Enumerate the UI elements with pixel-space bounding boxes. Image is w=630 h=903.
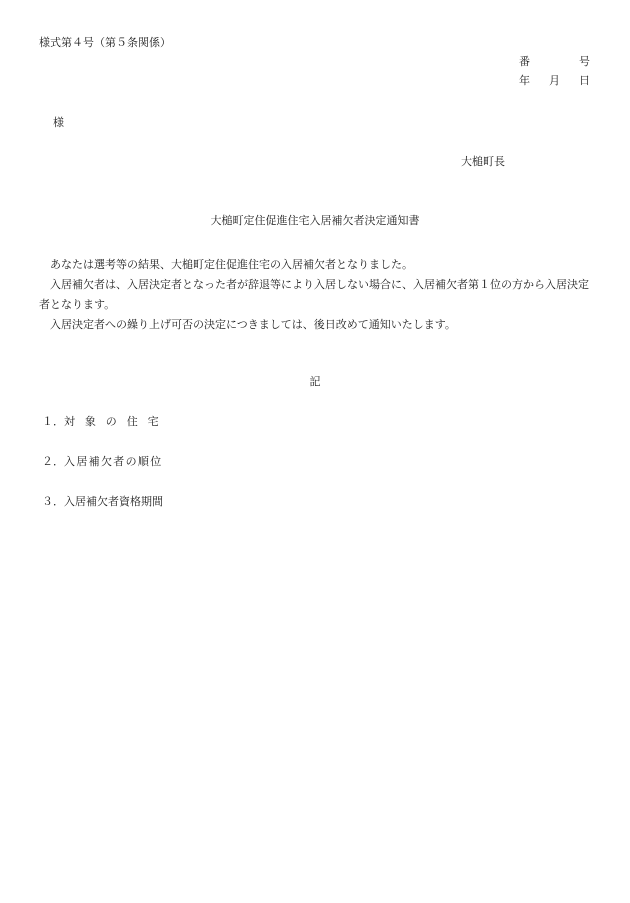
item-label: 入居補欠者の順位 (64, 455, 163, 468)
form-label: 様式第４号（第５条関係） (39, 36, 171, 49)
document-body (39, 255, 599, 335)
body-paragraph-3: 入居決定者への繰り上げ可否の決定につきましては、後日改めて通知いたします。 (50, 318, 456, 331)
document-number-suffix: 号 (579, 55, 590, 68)
date-month-label: 月 (549, 74, 560, 87)
item-number: ２． (42, 455, 64, 468)
date-day-label: 日 (579, 74, 590, 87)
item-number: ３． (42, 495, 64, 508)
issuer-name: 大槌町長 (461, 155, 505, 168)
ki-heading: 記 (309, 375, 321, 388)
item-number: １． (42, 415, 64, 428)
item-label: 入居補欠者資格期間 (64, 495, 163, 508)
addressee-honorific: 様 (53, 116, 64, 129)
body-paragraph-1: あなたは選考等の結果、大槌町定住促進住宅の入居補欠者となりました。 (50, 258, 413, 271)
document-title: 大槌町定住促進住宅入居補欠者決定通知書 (210, 214, 420, 227)
body-paragraph-2: 入居補欠者は、入居決定者となった者が辞退等により入居しない場合に、入居補欠者第１位の方から入居決定者となります。 (39, 278, 589, 311)
list-item (42, 456, 163, 467)
document-number-prefix: 番 (519, 55, 530, 68)
item-label: 対象の住宅 (64, 415, 169, 428)
list-item (42, 496, 163, 507)
date-year-label: 年 (519, 74, 530, 87)
list-item (42, 416, 169, 427)
